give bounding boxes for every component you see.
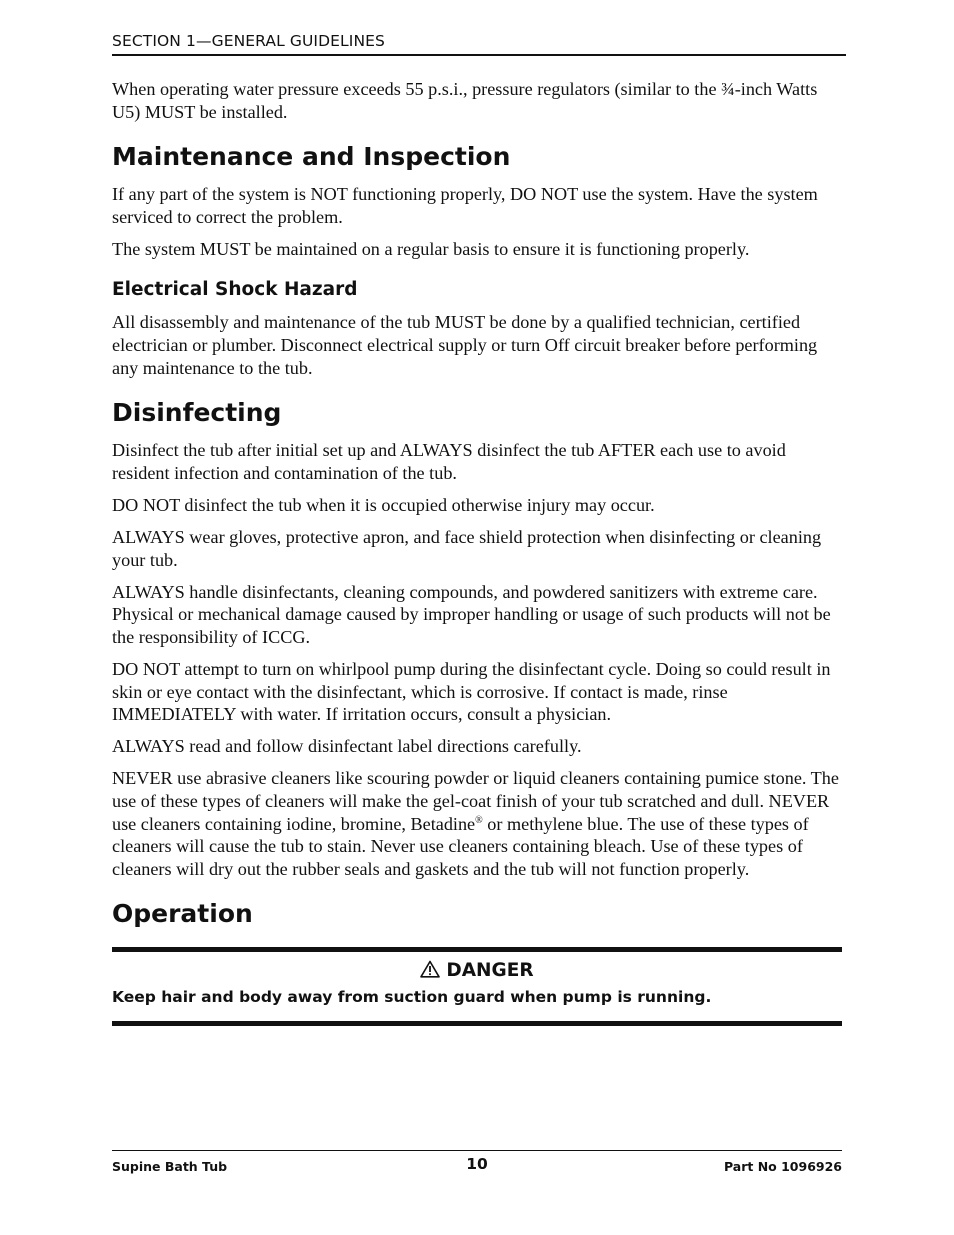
danger-title-row — [112, 959, 842, 983]
operation-heading: Operation — [112, 899, 253, 929]
disinfecting-paragraph-7 — [112, 767, 842, 880]
footer-page-number: 10 — [466, 1155, 488, 1173]
danger-box — [112, 947, 842, 1026]
maintenance-heading: Maintenance and Inspection — [112, 142, 511, 172]
disinfecting-paragraph-5: DO NOT attempt to turn on whirlpool pump during the disinfectant cycle. Doing so could result in skin or eye contact with the disinfectant, which is corrosive. If contact is made, rinse IMMEDIATELY with water. If irritation occurs, consult a physician. — [112, 659, 831, 725]
electrical-heading: Electrical Shock Hazard — [112, 279, 358, 301]
running-header: SECTION 1—GENERAL GUIDELINES — [112, 32, 846, 56]
footer-part-number: Part No 1096926 — [723, 1159, 842, 1174]
cleaner-text-after: or methylene blue. The use of these types of cleaners will cause the tub to stain. Never use cleaners containing bleach. Use of these types of cleaners will dry out the rubber seals and gaskets and the tub will not function properly. — [112, 813, 809, 879]
danger-title: DANGER — [446, 960, 534, 982]
page-footer — [112, 1150, 842, 1174]
warning-triangle-icon — [420, 960, 440, 978]
cleaner-text-before: NEVER use abrasive cleaners like scouring powder or liquid cleaners containing pumice stone. The use of these types of cleaners will make the gel-coat finish of your tub scratched and dull. NEVER use cleaners containing iodine, bromine, Betadine — [112, 768, 839, 834]
footer-product: Supine Bath Tub — [112, 1159, 228, 1174]
disinfecting-paragraph-3: ALWAYS wear gloves, protective apron, and face shield protection when disinfecting or cleaning your tub. — [112, 527, 822, 570]
page-content — [112, 78, 842, 1026]
registered-mark: ® — [475, 814, 483, 826]
electrical-paragraph: All disassembly and maintenance of the tub MUST be done by a qualified technician, certified electrician or plumber. Disconnect electrical supply or turn Off circuit breaker before performing any maintenance to the tub. — [112, 312, 818, 378]
disinfecting-paragraph-2: DO NOT disinfect the tub when it is occupied otherwise injury may occur. — [112, 494, 655, 515]
disinfecting-heading: Disinfecting — [112, 398, 282, 428]
danger-text: Keep hair and body away from suction guard when pump is running. — [112, 988, 712, 1007]
disinfecting-paragraph-6: ALWAYS read and follow disinfectant label directions carefully. — [112, 736, 582, 757]
maintenance-paragraph-1: If any part of the system is NOT functioning properly, DO NOT use the system. Have the system serviced to correct the problem. — [112, 184, 818, 227]
disinfecting-paragraph-1: Disinfect the tub after initial set up and ALWAYS disinfect the tub AFTER each use to avoid resident infection and contamination of the tub. — [112, 440, 786, 483]
maintenance-paragraph-2: The system MUST be maintained on a regular basis to ensure it is functioning properly. — [112, 238, 750, 259]
pressure-note: When operating water pressure exceeds 55 p.s.i., pressure regulators (similar to the ¾-inch Watts U5) MUST be installed. — [112, 79, 818, 122]
disinfecting-paragraph-4: ALWAYS handle disinfectants, cleaning compounds, and powdered sanitizers with extreme care. Physical or mechanical damage caused by improper handling or usage of such products will not be the responsibility of ICCG. — [112, 581, 831, 647]
